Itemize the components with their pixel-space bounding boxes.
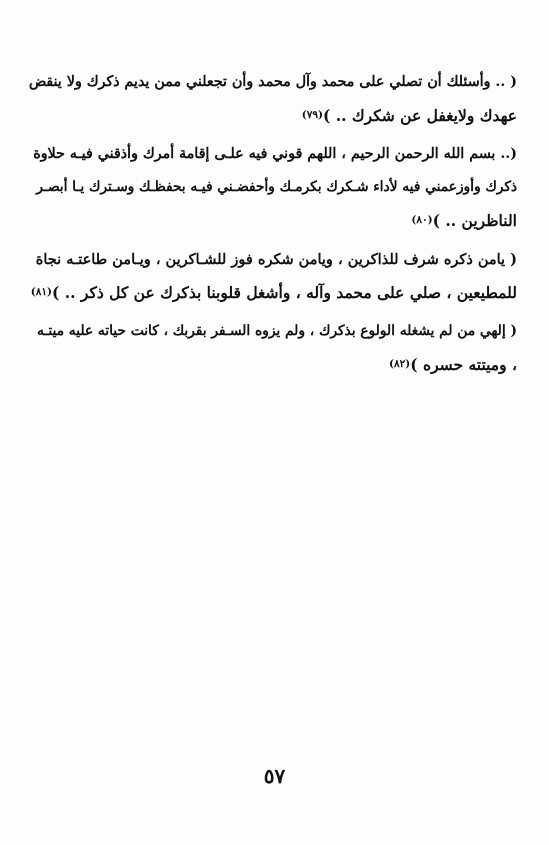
paragraph xyxy=(29,66,517,132)
text-line xyxy=(29,204,517,237)
line-text: عهدك ولايغفل عن شكرك .. ) xyxy=(322,106,517,125)
footnote-ref: (٨١) xyxy=(30,286,52,298)
footnote-ref: (٨٠) xyxy=(411,214,433,226)
line-text: ( يامن ذكره شرف للذاكرين ، ويامن شكره فوز للشـاكرين ، ويـامن طاعتـه نجاة xyxy=(35,251,517,268)
line-text: الناظرين .. ) xyxy=(432,211,517,230)
footnote-ref: (٨٢) xyxy=(389,358,411,370)
text-line xyxy=(29,99,517,132)
paragraph xyxy=(29,315,517,381)
page-number: ٥٧ xyxy=(263,764,286,788)
prayer-text-block xyxy=(29,66,517,387)
text-line xyxy=(29,348,517,381)
text-line xyxy=(29,66,517,99)
line-text: ( .. وأسئلك أن تصلي على محمد وآل محمد وأن تجعلني ممن يديم ذكرك ولا ينقض xyxy=(28,74,517,90)
text-line xyxy=(29,276,517,309)
line-text: ( إلهي من لم يشغله الولوع بذكرك ، ولم يزوه السـفر بقربك ، كانت حياته عليه ميتـه xyxy=(36,323,517,339)
text-line xyxy=(29,315,517,348)
line-text: (.. بسم الله الرحمن الرحيم ، اللهم قوني فيه علـى إقامة أمرك وأذقني فيـه حلاوة xyxy=(33,146,517,162)
text-line xyxy=(29,171,517,204)
line-text: للمطيعين ، صلي على محمد وآله ، وأشغل قلوبنا بذكرك عن كل ذكر .. ) xyxy=(52,283,517,302)
line-text: ، وميتته حسره ) xyxy=(410,355,517,374)
text-line xyxy=(29,243,517,276)
line-text: ذكرك وأوزعمني فيه لأداء شـكرك بكرمـك وأحفضـني فيـه بحفظـك وسـترك يـا أبصـر xyxy=(36,179,517,195)
paragraph xyxy=(29,138,517,237)
text-line xyxy=(29,138,517,171)
footnote-ref: (٧٩) xyxy=(301,109,323,121)
paragraph xyxy=(29,243,517,309)
